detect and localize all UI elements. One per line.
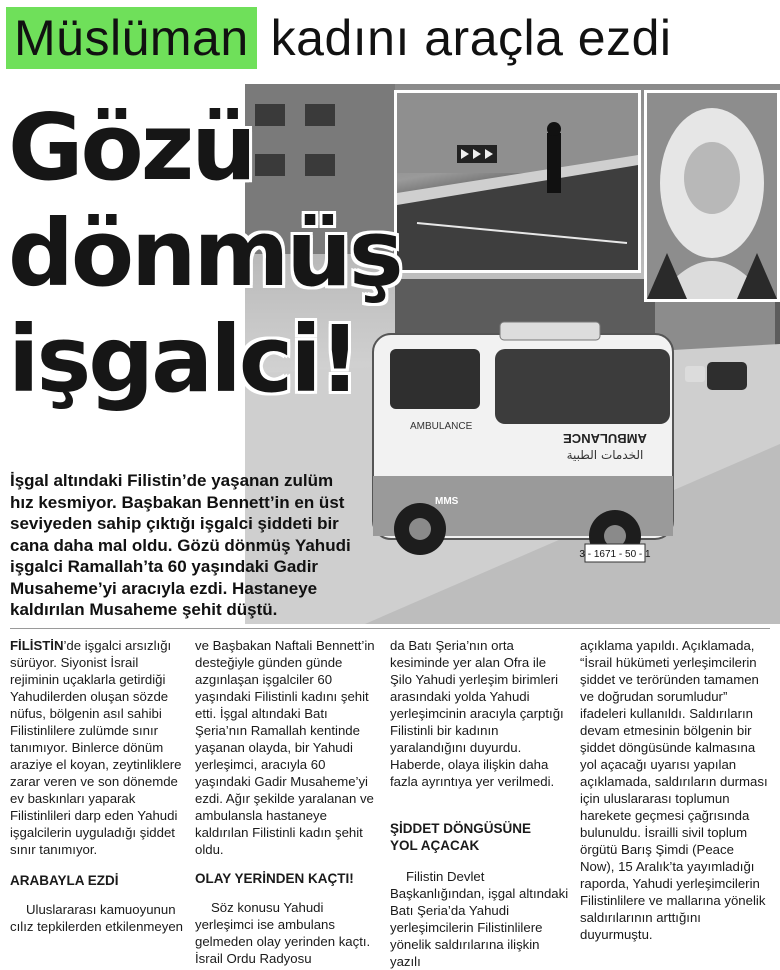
main-title xyxy=(8,95,401,413)
ambulance-arabic-text: الخدمات الطبية xyxy=(566,448,644,462)
col2-paragraph-1: ve Başbakan Naftali Bennett’in desteğiyle günden günde azgınlaşan işgalciler 60 yaşındaki Filistinli kadını şehit etti. İşgal altındaki Batı Şeria’nın Ramallah kentinde yaşanan olayda, bir Yahudi yerleşimci, aracıyla 60 yaşındaki Gadir Musaheme’yi ezdi. Ağır şekilde yaralanan ve ambulansla hastaneye kaldırılan Filistinli kadın şehit oldu. xyxy=(195,638,375,857)
title-line-2: dönmüş xyxy=(8,200,401,307)
col1-paragraph-1 xyxy=(10,637,188,858)
col2-subhead: OLAY YERİNDEN KAÇTI! xyxy=(195,871,354,886)
road-scene xyxy=(397,93,638,270)
ambulance-badge: MMS xyxy=(435,496,459,507)
kicker-highlight: Müslüman xyxy=(6,7,257,69)
title-line-1: Gözü xyxy=(8,94,254,201)
col3-subhead-line-1: ŞİDDET DÖNGÜSÜNE xyxy=(390,821,532,836)
lead-paragraph: İşgal altındaki Filistin’de yaşanan zulüm hız kesmiyor. Başbakan Bennett’in en üst seviyeden sahip çıktığı işgalci şiddeti bir cana daha mal oldu. Gözü dönmüş Yahudi işgalci Ramallah’ta 60 yaşındaki Gadir Musaheme’yi aracıyla ezdi. Hastaneye kaldırılan Musaheme şehit düştü. xyxy=(10,471,351,619)
ambulance xyxy=(373,322,673,562)
col3-paragraph-1: da Batı Şeria’nın orta kesiminde yer alan Ofra ile Şilo Yahudi yerleşim birimleri arasındaki yolda Yahudi yerleşimcinin aracıyla çarptığı Filistinli bir kadının yaralandığını duyurdu. Haberde, olaya ilişkin daha fazla ayrıntıya yer verilmedi. xyxy=(390,638,564,789)
kicker-headline xyxy=(6,6,672,70)
victim-portrait-photo xyxy=(644,90,780,302)
section-divider xyxy=(10,628,770,629)
col3-paragraph-2: Filistin Devlet Başkanlığından, işgal altındaki Batı Şeria’da Yahudi yerleşimcilerin Filistinlilere yönelik saldırılarına ilişkin yazılı xyxy=(390,869,569,969)
ambulance-front-text: AMBULANCE xyxy=(563,431,647,446)
article-column-4 xyxy=(580,637,770,943)
col1-subhead: ARABAYLA EZDİ xyxy=(10,873,119,888)
article-column-2 xyxy=(195,637,375,967)
article-column-1 xyxy=(10,637,188,935)
road-scene-photo xyxy=(394,90,641,273)
col4-paragraph-1: açıklama yapıldı. Açıklamada, “İsrail hükümeti yerleşimcilerin şiddet ve teröründen tamamen ve doğrudan sorumludur” ifadeleri kullanıldı. Saldırıların devam etmesinin bölgenin bir şiddet döngüsünde kalmasına yol açacağı uyarısı yapılan açıklamada, saldırıların durması için uluslararası toplumun harekete geçmesi çağrısında bulunuldu. İsrailli sivil toplum örgütü Barış Şimdi (Peace Now), 15 Aralık’ta yayımladığı raporda, Yahudi yerleşimcilerin Filistinlilere ve mallarına yönelik saldırılarının arttığını duyurmuştu. xyxy=(580,638,768,942)
col2-paragraph-2: Söz konusu Yahudi yerleşimci ise ambulans gelmeden olay yerinden kaçtı. İsrail Ordu Radyosu xyxy=(195,900,371,966)
col1-paragraph-2: Uluslararası kamuoyunun cılız tepkilerden etkilenmeyen xyxy=(10,902,183,934)
col1-paragraph-1-text: ’de işgalci arsızlığı sürüyor. Siyonist İsrail rejiminin uçaklarla getirdiği Yahudilerden oluşan sözde nüfus, bölgenin asıl sahibi Filistinlilere zulümde sınır tanımıyor. Binlerce dönüm araziye el koyan, zeytinliklere zarar veren ve son dönemde ev baskınları yaparak Filistinlileri darp eden Yahudi işgalcilerin uyguladığı şiddet sınır tanımıyor. xyxy=(10,638,182,857)
ambulance-plate: 3 - 1671 - 50 - 1 xyxy=(579,549,651,560)
ambulance-side-text: AMBULANCE xyxy=(410,421,473,432)
col3-subhead-line-2: YOL AÇACAK xyxy=(390,838,480,853)
portrait xyxy=(647,93,777,299)
kicker-rest: kadını araçla ezdi xyxy=(270,10,672,66)
col1-dropcap: FİLİSTİN xyxy=(10,638,64,653)
article-column-3 xyxy=(390,637,570,970)
title-line-3: işgalci! xyxy=(8,306,358,413)
